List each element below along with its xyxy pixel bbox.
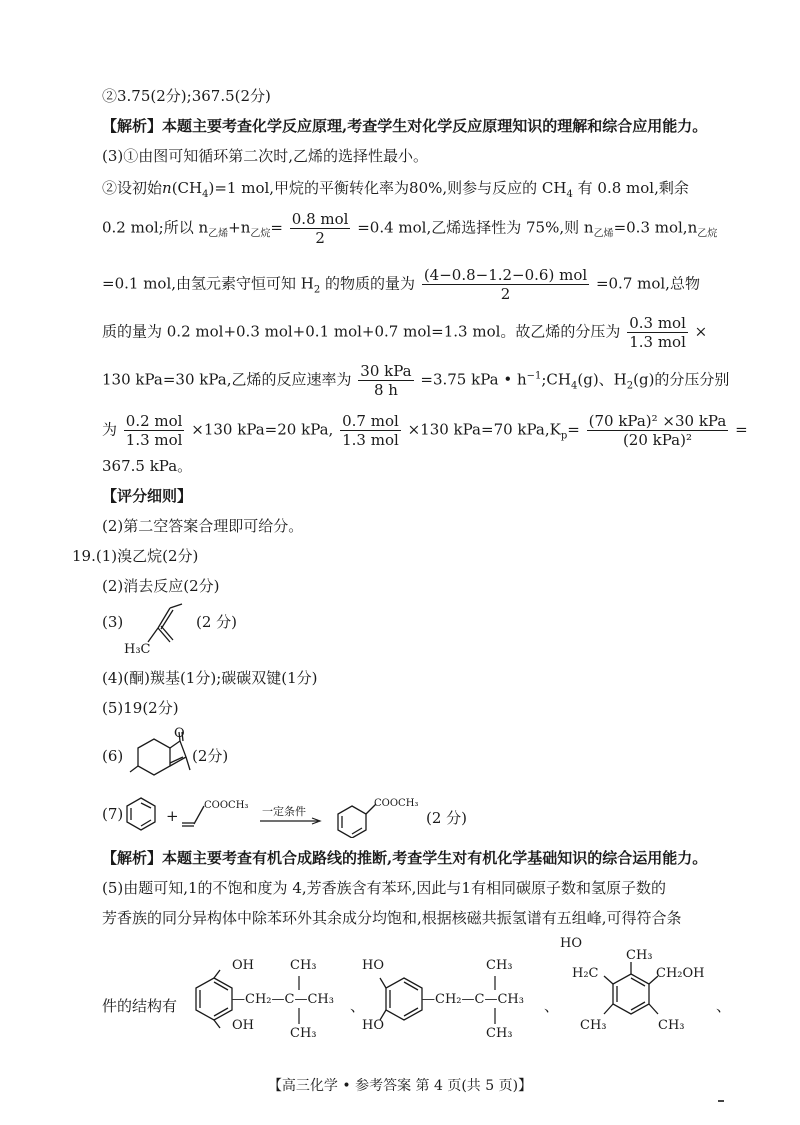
analysis-heading: 【解析】本题主要考查有机合成路线的推断,考查学生对有机化学基础知识的综合运用能力。 (102, 849, 708, 867)
answer-19-6-label: (6) (102, 747, 124, 765)
answer-19-7-label: (7) (102, 805, 124, 823)
carbon-chain-label: —CH₂—C—CH₃ (422, 992, 524, 1007)
fraction: $\frac{\text{(4−0.8−1.2−0.6) mol}}{2}$ (423, 266, 588, 303)
analysis-text: 质的量为 0.2 mol+0.3 mol+0.1 mol+0.7 mol=1.3 mol。故乙烯的分压为 $\frac{\text{0.3 mol}}{\text{1.3 mol}}$ × (102, 314, 708, 351)
reaction-arrow (258, 816, 324, 826)
methyl-label: CH₃ (626, 948, 653, 963)
hydroxyl-label: OH (232, 1018, 254, 1033)
separator: 、 (544, 997, 560, 1015)
fraction: $\frac{\text{(70 kPa)² ×30 kPa}}{\text{(20 kPa)²}}$ (588, 412, 727, 449)
quaternary-bonds (490, 974, 500, 1026)
fraction: $\frac{\text{0.7 mol}}{\text{1.3 mol}}$ (342, 412, 399, 449)
answer-line-2: ②3.75(2分);367.5(2分) (102, 87, 271, 105)
analysis-text: 0.2 mol;所以 $n_{乙烯}+n_{乙烷}=$ $\frac{\text{0.8 mol}}{2}$ =0.4 mol,乙烯选择性为 75%,则 $n_{乙烯}=0.3$ $mol,n_{乙烷}$ (102, 210, 718, 247)
fraction: $\frac{\text{0.8 mol}}{2}$ (291, 210, 349, 247)
analysis-text: =0.1 mol,由氢元素守恒可知 $H_2$ 的物质的量为 $\frac{\text{(4−0.8−1.2−0.6) mol}}{2}$ =0.7 mol,总物 (102, 266, 700, 303)
hydroxyl-label: OH (232, 958, 254, 973)
methyl-label: CH₃ (658, 1018, 685, 1033)
reaction-condition: 一定条件 (262, 805, 306, 818)
hydroxyl-label: HO (362, 1018, 384, 1033)
answer-19-6-score: (2分) (192, 747, 229, 765)
fraction: $\frac{\text{30 kPa}}{8 h}$ (360, 362, 412, 399)
rules-heading: 【评分细则】 (102, 487, 193, 505)
answer-19-3-label: (3) (102, 613, 124, 631)
answer-19-1: 19.(1)溴乙烷(2分) (72, 547, 199, 565)
hydroxymethyl-label: CH₂OH (656, 966, 705, 981)
analysis-text: (3)①由图可知循环第二次时,乙烯的选择性最小。 (102, 147, 429, 165)
fraction: $\frac{\text{0.2 mol}}{\text{1.3 mol}}$ (125, 412, 183, 449)
hydroxyl-label: HO (560, 936, 582, 951)
analysis-text: (5)由题可知,1的不饱和度为 4,芳香族含有苯环,因此与1有相同碳原子数和氢原子数的 (102, 879, 666, 897)
quaternary-bonds (294, 974, 304, 1026)
methyl-label: CH₃ (290, 1026, 317, 1041)
answer-19-2: (2)消去反应(2分) (102, 577, 220, 595)
analysis-text: ②设初始$n(CH_4)=1$ mol,甲烷的平衡转化率为80%,则参与反应的 $CH_4$ 有 0.8 mol,剩余 (102, 179, 689, 200)
page-footer: 【高三化学 • 参考答案 第 4 页(共 5 页)】 (267, 1078, 533, 1094)
methyl-label: CH₃ (486, 958, 513, 973)
corner-mark (718, 1100, 724, 1102)
plus-sign: + (166, 807, 179, 825)
analysis-text: 367.5 kPa。 (102, 457, 193, 475)
hydroxyl-label: HO (362, 958, 384, 973)
answer-19-3-score: (2 分) (196, 613, 238, 631)
analysis-text: 为 $\frac{\text{0.2 mol}}{\text{1.3 mol}}$ ×130 kPa=20 kPa, $\frac{\text{0.7 mol}}{\text{1.3 mol}}$ ×130 kPa=70 $kPa,K_p=$ $\frac{\text{(70 kPa)² ×30 kPa}}{\text{(20 kPa)²}}$ = (102, 412, 748, 449)
analysis-text: 芳香族的同分异构体中除苯环外其余成分均饱和,根据核磁共振氢谱有五组峰,可得符合条 (102, 909, 682, 927)
methyl-label: CH₃ (486, 1026, 513, 1041)
benzene-ring-structure (124, 796, 158, 832)
ester-group-label: COOCH₃ (204, 800, 249, 811)
answer-19-7-score: (2 分) (426, 809, 468, 827)
analysis-text: 件的结构有 (102, 997, 178, 1015)
carbon-chain-label: —CH₂—C—CH₃ (232, 992, 334, 1007)
separator: 、 (350, 997, 366, 1015)
methyl-label: H₃C (124, 642, 151, 657)
isomer-structure-3 (596, 956, 666, 1026)
ketone-oxygen-label: O (174, 726, 185, 741)
methylene-label: H₂C (572, 966, 599, 981)
separator: 、 (716, 997, 732, 1015)
answer-19-5: (5)19(2分) (102, 699, 179, 717)
analysis-heading: 【解析】本题主要考查化学反应原理,考查学生对化学反应原理知识的理解和综合应用能力。 (102, 117, 708, 135)
methyl-label: CH₃ (290, 958, 317, 973)
product-ester-label: COOCH₃ (374, 798, 419, 809)
methyl-label: CH₃ (580, 1018, 607, 1033)
rules-text: (2)第二空答案合理即可给分。 (102, 517, 304, 535)
answer-19-4: (4)(酮)羰基(1分);碳碳双键(1分) (102, 669, 318, 687)
fraction: $\frac{\text{0.3 mol}}{\text{1.3 mol}}$ (629, 314, 686, 351)
analysis-text: 130 kPa=30 kPa,乙烯的反应速率为 $\frac{\text{30 kPa}}{8 h}$ =3.75 kPa • $h^{-1};CH_4(g)$、$H_2(g)$的分压分别 (102, 362, 730, 399)
